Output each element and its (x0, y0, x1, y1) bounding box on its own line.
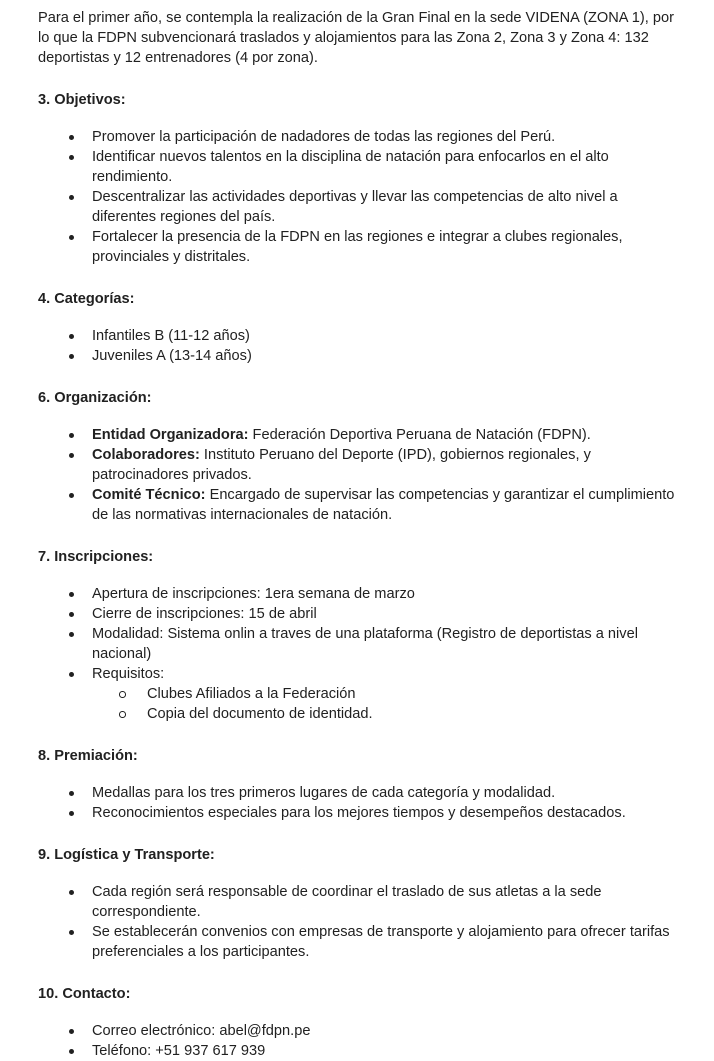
bullet-bold-lead: Entidad Organizadora: (92, 427, 249, 443)
bullet-item (38, 1021, 681, 1041)
bullet-item (38, 147, 681, 187)
bullet-item (38, 187, 681, 227)
bullet-text: Reconocimientos especiales para los mejores tiempos y desempeños destacados. (92, 805, 626, 821)
bullet-text: Juveniles A (13-14 años) (92, 348, 252, 364)
sub-bullet-item: Clubes Afiliados a la Federación (92, 684, 681, 704)
document-section (38, 90, 681, 267)
document-section (38, 984, 681, 1061)
section-heading: 9. Logística y Transporte: (38, 847, 215, 863)
sub-bullet-item: Copia del documento de identidad. (92, 704, 681, 724)
bullet-list (38, 425, 681, 525)
document-sections (38, 90, 681, 1061)
bullet-bold-lead: Comité Técnico: (92, 487, 206, 503)
bullet-text: Cierre de inscripciones: 15 de abril (92, 606, 317, 622)
document-section (38, 289, 681, 366)
bullet-text: Apertura de inscripciones: 1era semana de marzo (92, 586, 415, 602)
bullet-bold-lead: Colaboradores: (92, 447, 200, 463)
bullet-item (38, 922, 681, 962)
bullet-list (38, 326, 681, 366)
bullet-item (38, 227, 681, 267)
sub-bullet-list (92, 684, 681, 724)
section-heading: 8. Premiación: (38, 748, 138, 764)
document-section (38, 547, 681, 724)
bullet-item (38, 127, 681, 147)
document-section (38, 746, 681, 823)
section-heading: 4. Categorías: (38, 291, 135, 307)
bullet-list (38, 1021, 681, 1061)
bullet-item (38, 1041, 681, 1061)
bullet-text: Federación Deportiva Peruana de Natación (FDPN). (248, 427, 591, 443)
bullet-text: Modalidad: Sistema onlin a traves de una plataforma (Registro de deportistas a nivel nacional) (92, 626, 638, 662)
bullet-text: Fortalecer la presencia de la FDPN en las regiones e integrar a clubes regionales, provinciales y distritales. (92, 229, 623, 265)
section-heading: 7. Inscripciones: (38, 549, 154, 565)
bullet-item (38, 664, 681, 724)
bullet-list (38, 127, 681, 267)
bullet-item (38, 783, 681, 803)
bullet-item (38, 326, 681, 346)
bullet-text: Teléfono: +51 937 617 939 (92, 1043, 266, 1059)
section-heading: 10. Contacto: (38, 986, 131, 1002)
document-section (38, 845, 681, 962)
bullet-item (38, 882, 681, 922)
bullet-item (38, 445, 681, 485)
bullet-item (38, 604, 681, 624)
bullet-text: Medallas para los tres primeros lugares de cada categoría y modalidad. (92, 785, 556, 801)
bullet-text: Descentralizar las actividades deportivas y llevar las competencias de alto nivel a diferentes regiones del país. (92, 189, 618, 225)
bullet-text: Encargado de supervisar las competencias y garantizar el cumplimiento de las normativas internacionales de natación. (92, 487, 675, 523)
bullet-list (38, 584, 681, 724)
document-section (38, 388, 681, 525)
bullet-item (38, 425, 681, 445)
bullet-text: Correo electrónico: abel@fdpn.pe (92, 1023, 311, 1039)
section-heading: 3. Objetivos: (38, 92, 126, 108)
bullet-item (38, 584, 681, 604)
bullet-text: Cada región será responsable de coordinar el traslado de sus atletas a la sede correspondiente. (92, 884, 602, 920)
bullet-text: Promover la participación de nadadores de todas las regiones del Perú. (92, 129, 556, 145)
bullet-item (38, 624, 681, 664)
bullet-text: Identificar nuevos talentos en la disciplina de natación para enfocarlos en el alto rendimiento. (92, 149, 609, 185)
bullet-text: Infantiles B (11-12 años) (92, 328, 250, 344)
bullet-text: Se establecerán convenios con empresas de transporte y alojamiento para ofrecer tarifas preferenciales a los participantes. (92, 924, 670, 960)
intro-paragraph: Para el primer año, se contempla la realización de la Gran Final en la sede VIDENA (ZONA 1), por lo que la FDPN subvencionará traslados y alojamientos para las Zona 2, Zona 3 y Zona 4: 132 deportistas y 12 entrenadores (4 por zona). (38, 10, 674, 66)
bullet-item (38, 803, 681, 823)
bullet-list (38, 783, 681, 823)
bullet-item (38, 485, 681, 525)
bullet-list (38, 882, 681, 962)
section-heading: 6. Organización: (38, 390, 152, 406)
bullet-item (38, 346, 681, 366)
bullet-text: Instituto Peruano del Deporte (IPD), gobiernos regionales, y patrocinadores privados. (92, 447, 591, 483)
bullet-text: Requisitos: (92, 666, 165, 682)
